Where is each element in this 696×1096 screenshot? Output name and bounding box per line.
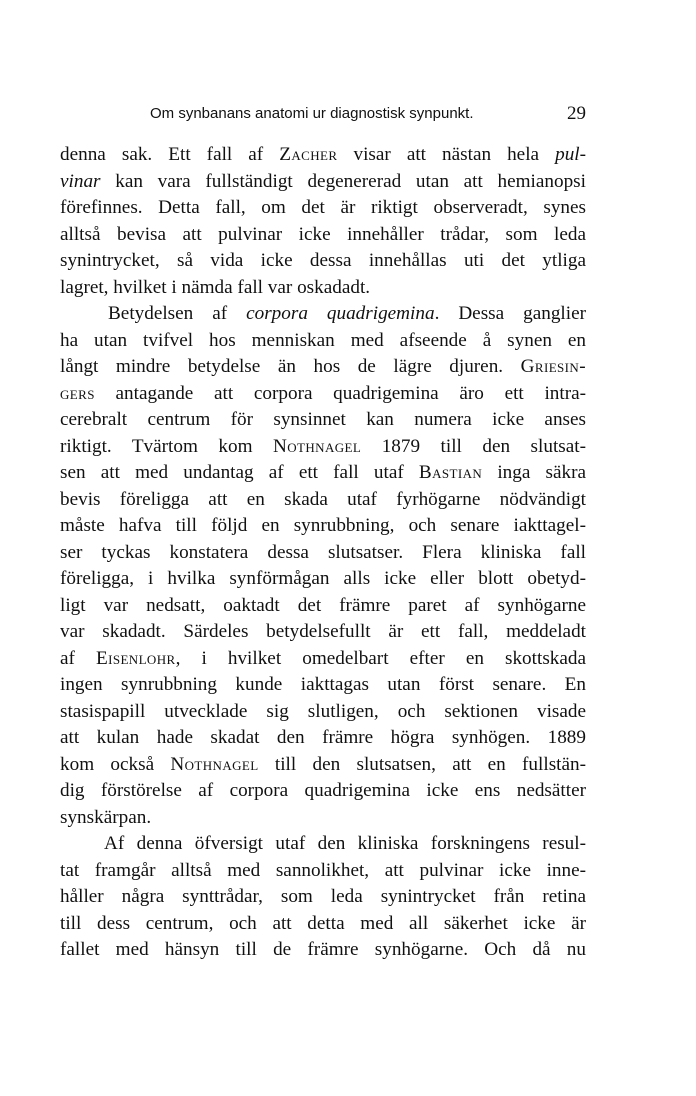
text-line: förefinnes. Detta fall, om det är riktigt observeradt, synes [60,197,586,218]
text-line: tat framgår alltså med sannolikhet, att pulvinar icke inne- [60,859,586,881]
running-title: Om synbanans anatomi ur diagnostisk synpunkt. [150,105,474,122]
text-line: var skadadt. Särdeles betydelsefullt är ett fall, meddeladt [60,621,586,642]
text-line: vinar kan vara fullständigt degenererad utan att hemianopsi [60,170,586,192]
page-header [60,100,586,130]
text-line: Betydelsen af corpora quadrigemina. Dessa ganglier [108,303,586,324]
text-line: synintrycket, så vida icke dessa innehållas uti det ytliga [60,250,586,271]
text-line: måste hafva till följd en synrubbning, och senare iakttagel- [60,515,586,536]
text-line: ha utan tvifvel hos menniskan med afseende å synen en [60,329,586,351]
text-line: ligt var nedsatt, oaktadt det främre paret af synhögarne [60,594,586,616]
text-line: denna sak. Ett fall af Zacher visar att nästan hela pul- [60,144,587,165]
text-line: långt mindre betydelse än hos de lägre djuren. Griesin- [60,356,586,377]
text-line: synskärpan. [60,806,152,828]
text-line: riktigt. Tvärtom kom Nothnagel 1879 till den slutsat- [60,435,586,457]
text-line: Af denna öfversigt utaf den kliniska forskningens resul- [104,833,586,854]
text-line: till dess centrum, och att detta med all säkerhet icke är [60,912,586,934]
text-line: håller några synttrådar, som leda synintrycket från retina [60,886,586,907]
text-line: ingen synrubbning kunde iakttagas utan först senare. En [60,674,586,695]
text-line: kom också Nothnagel till den slutsatsen, att en fullstän- [60,753,586,775]
text-line: stasispapill utvecklade sig slutligen, och sektionen visade [60,700,586,722]
text-line: sen att med undantag af ett fall utaf Bastian inga säkra [60,462,586,483]
text-line: att kulan hade skadat den främre högra synhögen. 1889 [60,727,586,748]
page-number: 29 [567,103,586,124]
text-line: dig förstörelse af corpora quadrigemina icke ens nedsätter [60,780,586,801]
text-line: föreligga, i hvilka synförmågan alls icke eller blott obetyd- [60,568,586,589]
text-line: lagret, hvilket i nämda fall var oskadadt. [60,276,371,298]
text-line: alltså bevisa att pulvinar icke innehåller trådar, som leda [60,223,586,245]
body-text [60,142,586,964]
text-line: fallet med hänsyn till de främre synhögarne. Och då nu [60,939,586,960]
text-line: gers antagande att corpora quadrigemina äro ett intra- [60,382,586,404]
text-line: af Eisenlohr, i hvilket omedelbart efter en skottskada [60,647,587,669]
text-line: bevis föreligga att en skada utaf fyrhögarne nödvändigt [60,488,586,510]
text-line: ser tyckas konstatera dessa slutsatser. Flera kliniska fall [60,541,586,563]
text-line: cerebralt centrum för synsinnet kan numera icke anses [60,409,586,430]
